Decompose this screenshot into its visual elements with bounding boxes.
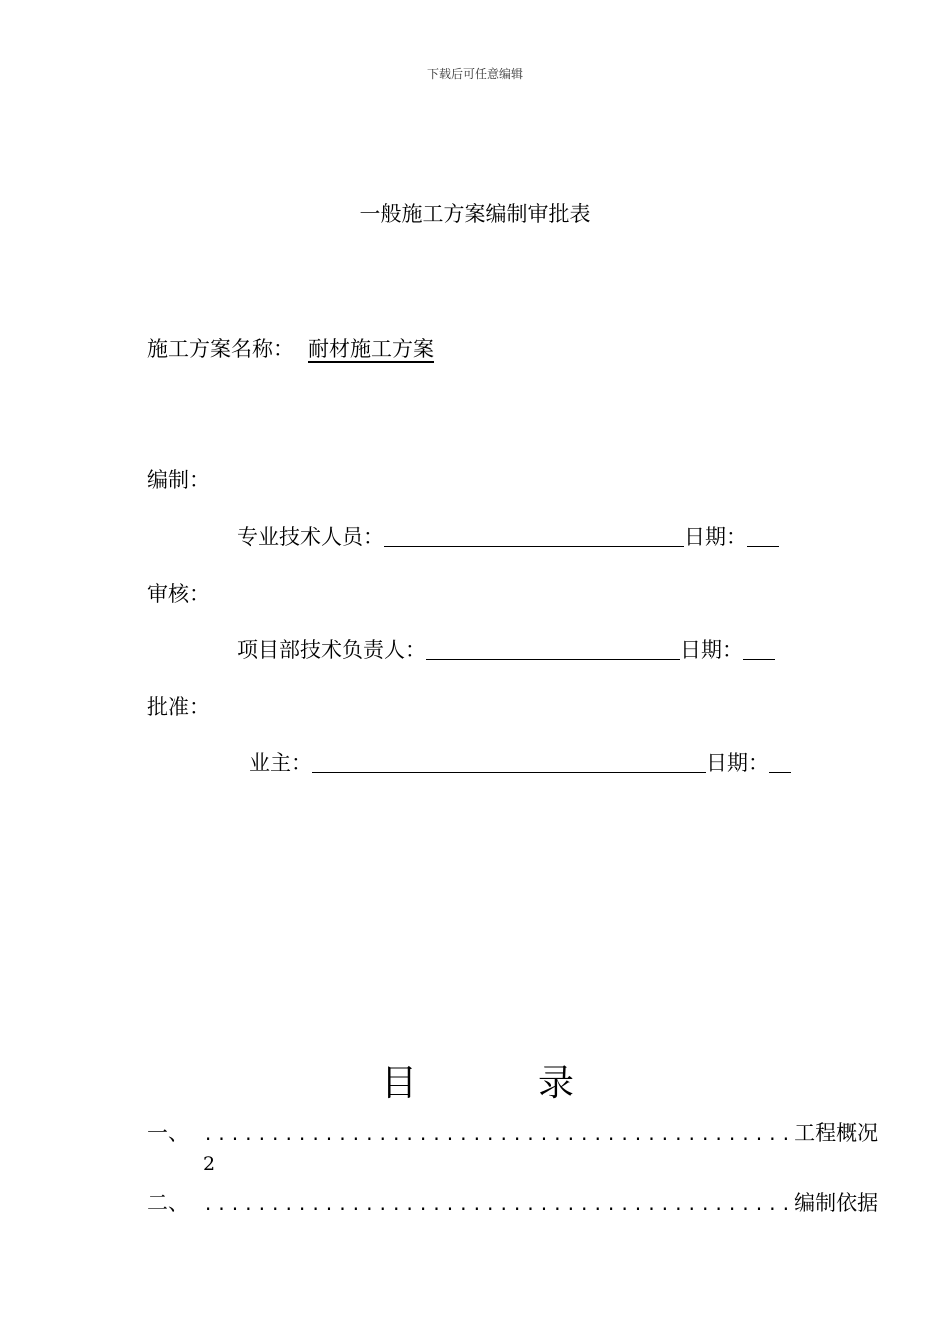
approve-date-blank[interactable] (769, 772, 791, 773)
toc-title-char-2: 录 (538, 1063, 575, 1104)
plan-name-row (147, 333, 446, 363)
review-signature-blank[interactable] (426, 659, 680, 660)
toc-item[interactable] (147, 1117, 879, 1147)
plan-name-label: 施工方案名称： (147, 337, 294, 361)
compile-date-blank[interactable] (747, 546, 779, 547)
review-date-label: 日期： (680, 638, 743, 662)
approve-sign-row (249, 747, 791, 777)
form-title: 一般施工方案编制审批表 (359, 202, 591, 226)
review-label: 审核： (147, 582, 210, 606)
approve-role-label: 业主： (249, 751, 312, 775)
compile-label: 编制： (147, 468, 210, 492)
toc-title-char-1: 目 (381, 1063, 418, 1104)
toc-item-number: 一、 (147, 1121, 189, 1145)
toc-item-leader-dots: ............................................ (203, 1125, 795, 1145)
toc-item-page-number: 2 (203, 1153, 216, 1175)
compile-sign-row (237, 521, 779, 551)
approve-label: 批准： (147, 695, 210, 719)
approve-date-label: 日期： (706, 751, 769, 775)
compile-signature-blank[interactable] (384, 546, 684, 547)
review-sign-row (237, 634, 775, 664)
plan-name-value: 耐材施工方案 (308, 337, 434, 361)
review-role-label: 项目部技术负责人： (237, 638, 426, 662)
compile-date-label: 日期： (684, 525, 747, 549)
toc-item[interactable] (147, 1187, 879, 1217)
download-note: 下载后可任意编辑 (426, 67, 523, 81)
compile-role-label: 专业技术人员： (237, 525, 384, 549)
approve-signature-blank[interactable] (312, 772, 706, 773)
review-date-blank[interactable] (743, 659, 775, 660)
toc-item-leader-dots: ............................................ (203, 1195, 795, 1215)
toc-item-title: 工程概况 (794, 1121, 879, 1145)
toc-item-title: 编制依据 (794, 1191, 879, 1215)
toc-item-number: 二、 (147, 1191, 189, 1215)
